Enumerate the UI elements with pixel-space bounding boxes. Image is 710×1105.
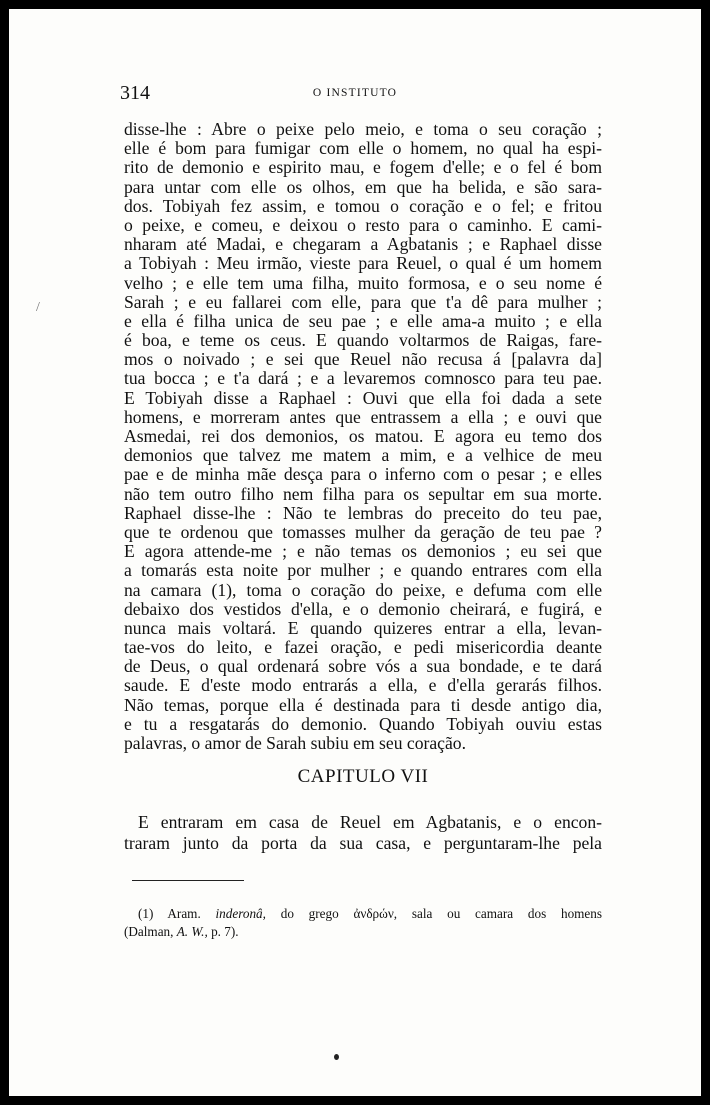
chapter-text [124,812,602,854]
body-line: de Deus, o qual ordenará sobre vós a sua bondade, e te dará [124,656,602,677]
body-line: o peixe, e comeu, e deixou o resto para o caminho. E cami- [124,214,602,235]
footnote-number: (1) Aram. [138,906,201,921]
footnote-term: inderonâ, [215,906,266,921]
page-mark [334,1054,339,1060]
chapter-line: E entraram em casa de Reuel em Agbatanis, e o encon- [138,812,602,832]
body-line: tae-vos do leito, e fazei oração, e pedi misericordia deante [124,637,602,658]
footnote-text: sala ou camara dos homens [411,906,602,921]
body-line: debaixo dos vestidos d'ella, e o demonio cheirará, e fugirá, e [124,598,602,619]
body-line: homens, e morreram antes que entrassem a ella ; e ouvi que [124,406,602,427]
body-line: disse-lhe : Abre o peixe pelo meio, e toma o seu coração ; [124,119,602,139]
body-line: saude. E d'este modo entrarás a ella, e d'ella gerarás filhos. [124,675,602,696]
body-line: Asmedai, rei dos demonios, os matou. E agora eu temo dos [124,426,602,446]
body-line: Não temas, porque ella é destinada para ti desde antigo dia, [124,694,602,715]
chapter-line: traram junto da porta da sua casa, e perguntaram-lhe pela [124,833,602,853]
running-head: O INSTITUTO [312,87,398,99]
body-line: rito de demonio e espirito mau, e fogem d'elle; e o fel é bom [124,157,602,178]
body-text [124,120,602,753]
page-header [120,82,590,106]
chapter-heading: CAPITULO VII [297,766,429,787]
body-line: não tem outro filho nem filha para os sepultar em sua morte. [124,483,602,504]
footnote-line-1 [124,905,602,923]
footnote-citation: p. 7). [211,924,239,939]
footnote-rule [132,880,244,881]
body-line: e tu a resgatarás do demonio. Quando Tobiyah ouviu estas [124,713,602,734]
body-line: tua bocca ; e t'a dará ; e a levaremos comnosco para teu pae. [124,368,602,389]
body-line: Sarah ; e eu fallarei com elle, para que t'a dê para mulher ; [124,291,602,312]
body-line: E agora attende-me ; e não temas os demonios ; eu sei que [124,541,602,562]
body-line: e ella é filha unica de seu pae ; e elle ama-a muito ; e ella [124,310,602,331]
footnote-greek: ἀνδρών, [353,906,398,921]
footnote-text: do grego [280,906,339,921]
body-line: demonios que talvez me matem a mim, e a velhice de meu [124,445,602,466]
body-line: pae e de minha mãe desça para o inferno com o pesar ; e elles [124,464,602,485]
body-line: dos. Tobiyah fez assim, e tomou o coração e o fel; e fritou [124,195,602,216]
body-line: a Tobiyah : Meu irmão, vieste para Reuel, o qual é um homem [124,253,602,274]
body-line: velho ; e elle tem uma filha, muito formosa, e o seu nome é [124,272,602,293]
footnote [124,905,602,941]
body-line: é boa, e teme os ceus. E quando voltarmos de Raigas, fare- [124,330,602,351]
page-number: 314 [120,82,150,104]
body-line: para untar com elle os olhos, em que ha belida, e são sara- [124,176,602,197]
footnote-reference: A. W., [176,924,208,939]
body-line: nunca mais voltará. E quando quizeres entrar a ella, levan- [124,617,602,638]
body-line: a tomarás esta noite por mulher ; e quando entrares com ella [124,560,602,581]
body-line: palavras, o amor de Sarah subiu em seu coração. [124,733,466,753]
footnote-line-2 [124,923,602,941]
footnote-citation: (Dalman, [124,924,174,939]
body-line: que te ordenou que tomasses mulher da geração de teu pae ? [124,521,602,542]
body-line: mos o noivado ; e sei que Reuel não recusa á [palavra da] [124,349,602,370]
body-line: nharam até Madai, e chegaram a Agbatanis ; e Raphael disse [124,234,602,255]
body-line: na camara (1), toma o coração do peixe, e defuma com elle [124,579,602,600]
body-line: E Tobiyah disse a Raphael : Ouvi que ella foi dada a sete [124,387,602,408]
margin-mark: / [36,300,40,315]
body-line: Raphael disse-lhe : Não te lembras do preceito do teu pae, [124,502,602,523]
body-line: elle é bom para fumigar com elle o homem, no qual ha espi- [124,138,602,159]
